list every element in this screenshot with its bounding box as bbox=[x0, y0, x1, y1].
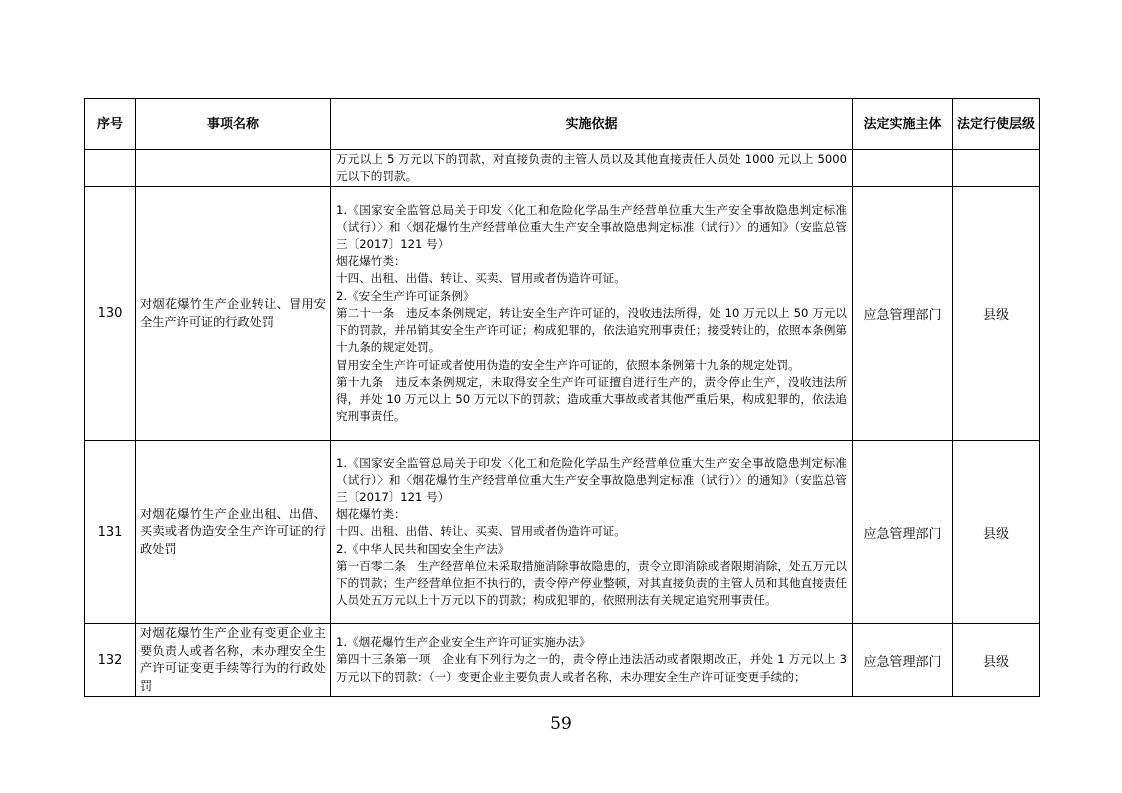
header-name: 事项名称 bbox=[136, 99, 331, 150]
basis-line: 烟花爆竹类： bbox=[336, 507, 406, 522]
basis-line: 1.《国家安全监管总局关于印发〈化工和危险化学品生产经营单位重大生产安全事故隐患判定标准（试行）〉和〈烟花爆竹生产经营单位重大生产安全事故隐患判定标准（试行）〉的通知》（安监总管三〔2017〕121 号） bbox=[336, 202, 847, 252]
basis-line: 第一百零二条 生产经营单位未采取措施消除事故隐患的，责令立即消除或者限期消除，处五万元以下的罚款；生产经营单位拒不执行的，责令停产停业整顿，对其直接负责的主管人员和其他直接责任人员处五万元以上十万元以下的罚款；构成犯罪的，依照刑法有关规定追究刑事责任。 bbox=[336, 558, 847, 608]
table-row bbox=[85, 624, 1040, 697]
row-subject bbox=[853, 150, 953, 187]
basis-line: 1.《国家安全监管总局关于印发〈化工和危险化学品生产经营单位重大生产安全事故隐患判定标准（试行）〉和〈烟花爆竹生产经营单位重大生产安全事故隐患判定标准（试行）〉的通知》（安监总管三〔2017〕121 号） bbox=[336, 455, 847, 504]
basis-line: 冒用安全生产许可证或者使用伪造的安全生产许可证的，依照本条例第十九条的规定处罚。 bbox=[336, 357, 800, 372]
basis-line: 第四十三条第一项 企业有下列行为之一的，责令停止违法活动或者限期改正，并处 1 万元以上 3 万元以下的罚款：（一）变更企业主要负责人或者名称，未办理安全生产许可证变更手续的； bbox=[336, 652, 847, 684]
row-basis bbox=[331, 187, 853, 441]
row-num: 131 bbox=[85, 441, 136, 624]
row-num: 132 bbox=[85, 624, 136, 697]
row-name: 对烟花爆竹生产企业有变更企业主要负责人或者名称，未办理安全生产许可证变更手续等行为的行政处罚 bbox=[136, 624, 331, 697]
row-level: 县级 bbox=[953, 187, 1040, 441]
table-row bbox=[85, 187, 1040, 441]
basis-line: 万元以上 5 万元以下的罚款，对直接负责的主管人员以及其他直接责任人员处 1000 元以上 5000 元以下的罚款。 bbox=[336, 151, 847, 183]
row-num bbox=[85, 150, 136, 187]
header-num: 序号 bbox=[85, 99, 136, 150]
table-header-row bbox=[85, 99, 1040, 150]
basis-line: 第十九条 违反本条例规定，未取得安全生产许可证擅自进行生产的，责令停止生产，没收违法所得，并处 10 万元以上 50 万元以下的罚款；造成重大事故或者其他严重后果，构成犯罪的，依法追究刑事责任。 bbox=[336, 374, 847, 424]
basis-line: 1.《烟花爆竹生产企业安全生产许可证实施办法》 bbox=[336, 635, 591, 650]
table-row bbox=[85, 441, 1040, 624]
row-name: 对烟花爆竹生产企业出租、出借、买卖或者伪造安全生产许可证的行政处罚 bbox=[136, 441, 331, 624]
header-basis: 实施依据 bbox=[331, 99, 853, 150]
row-name bbox=[136, 150, 331, 187]
row-level: 县级 bbox=[953, 441, 1040, 624]
row-subject: 应急管理部门 bbox=[853, 441, 953, 624]
basis-line: 十四、出租、出借、转让、买卖、冒用或者伪造许可证。 bbox=[336, 524, 626, 539]
row-name: 对烟花爆竹生产企业转让、冒用安全生产许可证的行政处罚 bbox=[136, 187, 331, 441]
basis-line: 2.《安全生产许可证条例》 bbox=[336, 288, 475, 303]
basis-line: 第二十一条 违反本条例规定，转让安全生产许可证的，没收违法所得，处 10 万元以上 50 万元以下的罚款，并吊销其安全生产许可证；构成犯罪的，依法追究刑事责任；接受转让的，依照本条例第十九条的规定处罚。 bbox=[336, 305, 847, 355]
row-level bbox=[953, 150, 1040, 187]
row-subject: 应急管理部门 bbox=[853, 624, 953, 697]
basis-line: 十四、出租、出借、转让、买卖、冒用或者伪造许可证。 bbox=[336, 271, 626, 286]
basis-line: 2.《中华人民共和国安全生产法》 bbox=[336, 541, 510, 556]
row-basis bbox=[331, 150, 853, 187]
row-basis bbox=[331, 441, 853, 624]
header-subject: 法定实施主体 bbox=[853, 99, 953, 150]
table-row bbox=[85, 150, 1040, 187]
row-subject: 应急管理部门 bbox=[853, 187, 953, 441]
row-level: 县级 bbox=[953, 624, 1040, 697]
row-num: 130 bbox=[85, 187, 136, 441]
header-level: 法定行使层级 bbox=[953, 99, 1040, 150]
basis-line: 烟花爆竹类： bbox=[336, 254, 406, 269]
row-basis bbox=[331, 624, 853, 697]
item-table bbox=[84, 98, 1040, 697]
page-number: 59 bbox=[550, 714, 572, 734]
